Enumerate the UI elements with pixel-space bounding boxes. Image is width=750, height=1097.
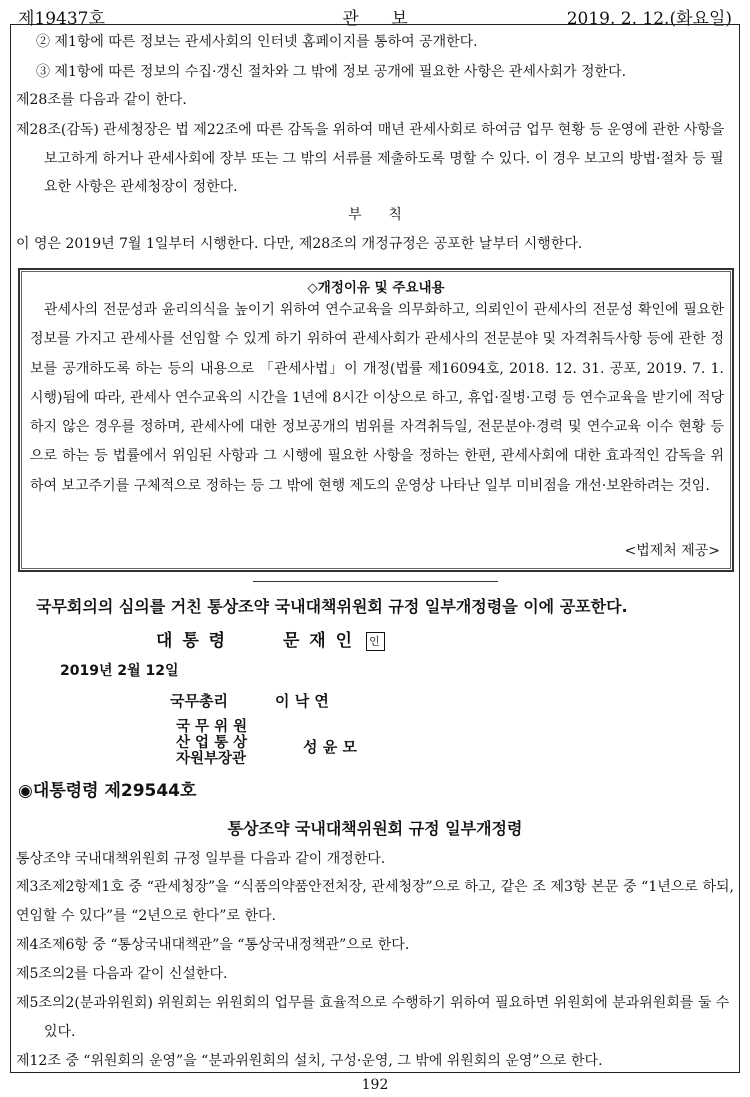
issue-date: 2019. 2. 12.(화요일) xyxy=(566,9,732,29)
promulgation-statement: 국무회의의 심의를 거친 통상조약 국내대책위원회 규정 일부개정령을 이에 공포한다. xyxy=(36,597,628,616)
president-line xyxy=(156,626,385,651)
publication-title: 관 보 xyxy=(342,9,408,29)
supplementary-title: 부 칙 xyxy=(348,207,402,223)
decree-line-6: 제12조 중 “위원회의 운영”을 “분과위원회의 설치, 구성·운영, 그 밖에 위원회의 운영”으로 한다. xyxy=(16,1053,603,1069)
president-seal: 인 xyxy=(366,632,385,651)
decree-title: 통상조약 국내대책위원회 규정 일부개정령 xyxy=(227,819,523,838)
box-credit: <법제처 제공> xyxy=(624,543,720,559)
issue-number: 제19437호 xyxy=(18,9,105,29)
article28-body: 제28조(감독) 관세청장은 법 제22조에 따른 감독을 위하여 매년 관세사회로 하여금 업무 현황 등 운영에 관한 사항을 보고하게 하거나 관세사회에 장부 또는 그 밖의 서류를 제출하도록 명할 수 있다. 이 경우 보고의 방법·절차 등 필요한 사항은 관세청장이 정한다. xyxy=(16,122,725,195)
prime-minister-title: 국무총리 xyxy=(170,692,228,710)
decree-line-2: 제3조제2항제1호 중 “관세청장”을 “식품의약품안전처장, 관세청장”으로 하고, 같은 조 제3항 본문 중 “1년으로 하되, 연임할 수 있다”를 “2년으로 한다”로 한다. xyxy=(16,879,734,924)
minister-name: 성 윤 모 xyxy=(303,738,357,756)
box-body: 관세사의 전문성과 윤리의식을 높이기 위하여 연수교육을 의무화하고, 의뢰인이 관세사의 전문성 확인에 필요한 정보를 가지고 관세사를 선임할 수 있게 하기 위하여 관세사회가 관세사의 전문분야 및 자격취득사항 등에 관한 정보를 공개하도록 하는 등의 내용으로 「관세사법」이 개정(법률 제16094호, 2018. 12. 31. 공포, 2019. 7. 1. 시행)됨에 따라, 관세사 연수교육의 시간을 1년에 8시간 이상으로 하고, 휴업·질병·고령 등 연수교육을 받기에 적당하지 않은 경우를 정하며, 관세사에 대한 정보공개의 범위를 자격취득일, 전문분야·경력 및 연수교육 이수 현황 등으로 하는 등 법률에서 위임된 사항과 그 시행에 필요한 사항을 정하는 한편, 관세사회에 대한 효과적인 감독을 위하여 보고주기를 구체적으로 정하는 등 그 밖에 현행 제도의 운영상 나타난 일부 미비점을 개선·보완하려는 것임. xyxy=(30,302,724,494)
prime-minister-name: 이 낙 연 xyxy=(275,692,329,710)
minister-title-line2: 산 업 통 상 xyxy=(176,735,248,751)
decree-line-4: 제5조의2를 다음과 같이 신설한다. xyxy=(16,966,228,982)
promulgation-date: 2019년 2월 12일 xyxy=(60,663,179,679)
president-title: 대 통 령 xyxy=(156,631,228,651)
page-number: 192 xyxy=(361,1077,389,1093)
page-frame-bottom xyxy=(10,1072,740,1073)
minister-title-line3: 자원부장관 xyxy=(176,751,247,767)
article28-intro: 제28조를 다음과 같이 한다. xyxy=(16,92,187,108)
minister-title-line1: 국 무 위 원 xyxy=(176,719,248,735)
amendment-reason-box xyxy=(18,268,734,572)
president-name: 문 재 인 xyxy=(282,631,355,651)
box-title: ◇개정이유 및 주요내용 xyxy=(307,280,445,296)
item-2: ② 제1항에 따른 정보는 관세사회의 인터넷 홈페이지를 통하여 공개한다. xyxy=(36,34,478,50)
decree-line-3: 제4조제6항 중 “통상국내대책관”을 “통상국내정책관”으로 한다. xyxy=(16,937,410,953)
minister-title-block xyxy=(176,719,247,767)
decree-line-1: 통상조약 국내대책위원회 규정 일부를 다음과 같이 개정한다. xyxy=(16,851,386,867)
decree-number: ◉대통령령 제29544호 xyxy=(18,781,197,801)
decree-line-5: 제5조의2(분과위원회) 위원회는 위원회의 업무를 효율적으로 수행하기 위하여 필요하면 위원회에 분과위원회를 둘 수 있다. xyxy=(16,995,730,1040)
supplementary-body: 이 영은 2019년 7월 1일부터 시행한다. 다만, 제28조의 개정규정은 공포한 날부터 시행한다. xyxy=(16,236,583,252)
section-divider xyxy=(253,581,498,582)
item-3: ③ 제1항에 따른 정보의 수집·갱신 절차와 그 밖에 정보 공개에 필요한 사항은 관세사회가 정한다. xyxy=(36,64,627,80)
